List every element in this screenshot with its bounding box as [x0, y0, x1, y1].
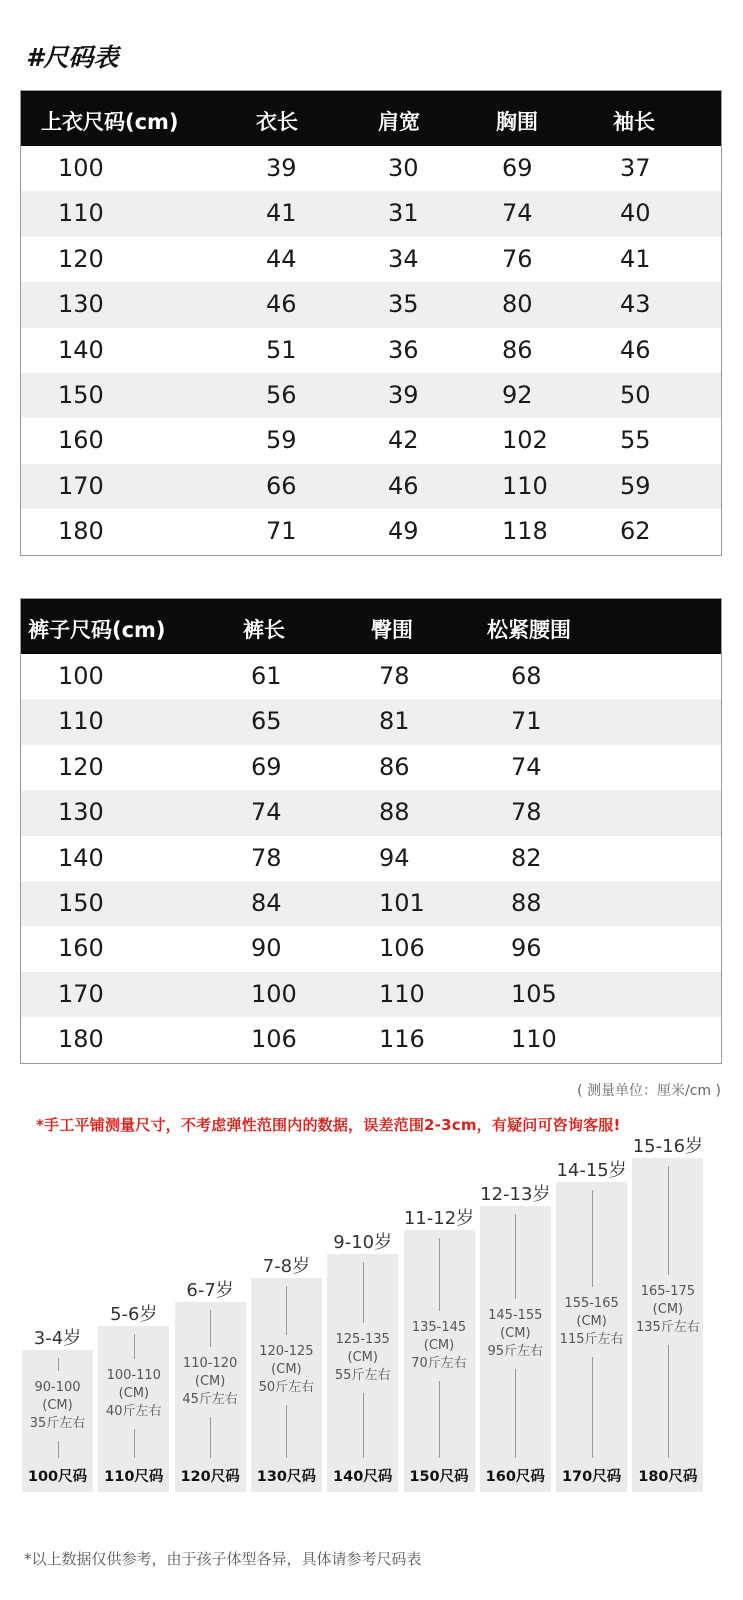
age-column: [22, 1150, 93, 1492]
bar-unit-text: (CM): [652, 1302, 684, 1317]
bar-divider-line: [286, 1286, 287, 1335]
age-column: [556, 1150, 627, 1492]
bar-height-text: 145-155: [488, 1308, 543, 1323]
table-cell: 46: [620, 335, 651, 364]
age-label: 5-6岁: [110, 1304, 158, 1325]
bar-unit-text: (CM): [194, 1374, 226, 1389]
age-label: 12-13岁: [480, 1184, 551, 1205]
age-label: 15-16岁: [632, 1136, 704, 1157]
bar-unit-text: (CM): [42, 1398, 73, 1413]
age-bar: [251, 1278, 322, 1492]
table-cell: 170: [58, 979, 104, 1008]
bar-unit-text: (CM): [347, 1350, 378, 1365]
bar-unit-text: (CM): [118, 1386, 150, 1401]
table-row: [21, 464, 721, 509]
pants-size-table: [20, 598, 722, 1064]
age-label: 6-7岁: [186, 1280, 234, 1301]
table-cell: 74: [511, 752, 542, 781]
size-code-label: 140尺码: [333, 1469, 393, 1485]
header-length: 衣长: [256, 110, 298, 134]
table-cell: 41: [266, 199, 297, 228]
table-cell: 110: [379, 979, 425, 1008]
table-cell: 42: [388, 426, 419, 455]
table-cell: 30: [388, 154, 419, 182]
header-pants-length: 裤长: [243, 618, 285, 642]
table-cell: 84: [251, 888, 282, 917]
table-cell: 71: [266, 517, 297, 546]
table-cell: 160: [58, 934, 104, 963]
table-cell: 106: [251, 1025, 297, 1054]
age-label: 9-10岁: [333, 1232, 393, 1253]
table-cell: 78: [379, 662, 410, 690]
age-bar: [327, 1254, 398, 1492]
bar-weight-text: 50斤左右: [258, 1380, 315, 1395]
header-hip: 臀围: [371, 618, 413, 642]
warning-text: *手工平铺测量尺寸，不考虑弹性范围内的数据，误差范围2-3cm，有疑问可咨询客服!: [36, 1116, 621, 1134]
bar-divider-line: [515, 1214, 516, 1299]
bar-weight-text: 95斤左右: [487, 1344, 544, 1359]
table-row: [21, 509, 721, 554]
bar-weight-text: 70斤左右: [411, 1356, 467, 1371]
table-cell: 36: [388, 335, 419, 364]
size-code-label: 180尺码: [638, 1469, 698, 1485]
age-column: [404, 1150, 475, 1492]
table-row: [21, 881, 721, 926]
age-label: 11-12岁: [403, 1208, 475, 1229]
table-row: [21, 282, 721, 327]
table-cell: 66: [266, 471, 297, 500]
unit-note: ( 测量单位：厘米/cm ): [577, 1083, 721, 1099]
bar-divider-line: [439, 1381, 440, 1458]
bar-divider-line: [210, 1310, 211, 1347]
table-cell: 62: [620, 517, 651, 546]
table-cell: 180: [58, 517, 104, 546]
table-row: [21, 328, 721, 373]
table-cell: 120: [58, 244, 104, 273]
bar-weight-text: 40斤左右: [106, 1404, 162, 1419]
age-column: [98, 1150, 169, 1492]
table-cell: 56: [266, 380, 297, 409]
age-bar: [175, 1302, 246, 1492]
age-label: 7-8岁: [262, 1256, 311, 1277]
header-chest: 胸围: [496, 110, 538, 134]
bar-divider-line: [363, 1393, 364, 1458]
header-shoulder: 肩宽: [378, 110, 420, 134]
table-cell: 120: [58, 752, 104, 781]
bar-divider-line: [286, 1405, 287, 1458]
table-cell: 41: [620, 244, 651, 273]
table-cell: 39: [266, 154, 297, 182]
age-bar: [480, 1206, 551, 1492]
bar-height-text: 155-165: [564, 1296, 619, 1311]
footnote: *以上数据仅供参考，由于孩子体型各异，具体请参考尺码表: [24, 1550, 422, 1568]
table-cell: 110: [58, 707, 104, 736]
age-bar: [556, 1182, 627, 1492]
bar-height-text: 125-135: [335, 1332, 390, 1347]
table-cell: 118: [502, 517, 548, 546]
bar-weight-text: 135斤左右: [635, 1320, 700, 1335]
table-cell: 78: [251, 843, 282, 872]
table-cell: 44: [266, 244, 297, 273]
table-cell: 81: [379, 707, 410, 736]
table-cell: 80: [502, 290, 533, 319]
table-cell: 43: [620, 290, 651, 319]
table-cell: 86: [379, 752, 410, 781]
age-bar: [98, 1326, 169, 1492]
table-cell: 180: [58, 1025, 104, 1054]
table-cell: 61: [251, 662, 282, 690]
table-cell: 130: [58, 290, 104, 319]
table-row: [21, 836, 721, 881]
bar-divider-line: [58, 1441, 59, 1458]
size-code-label: 170尺码: [561, 1469, 622, 1485]
table-cell: 31: [388, 199, 419, 228]
bar-weight-text: 115斤左右: [559, 1332, 624, 1347]
table-row: [21, 926, 721, 971]
age-label: 3-4岁: [33, 1328, 82, 1349]
table-cell: 50: [620, 380, 651, 409]
bar-height-text: 90-100: [34, 1380, 81, 1395]
age-bar: [22, 1350, 93, 1492]
top-table-header: [21, 91, 721, 146]
bar-divider-line: [668, 1166, 669, 1275]
size-code-label: 150尺码: [409, 1469, 469, 1485]
bar-divider-line: [592, 1190, 593, 1287]
table-cell: 88: [511, 888, 542, 917]
age-label: 14-15岁: [556, 1160, 627, 1181]
table-row: [21, 373, 721, 418]
bar-divider-line: [134, 1429, 135, 1458]
table-row: [21, 191, 721, 236]
bar-weight-text: 35斤左右: [29, 1416, 86, 1431]
table-cell: 88: [379, 798, 410, 827]
top-table-body: [21, 146, 721, 555]
table-cell: 71: [511, 707, 542, 736]
size-code-label: 120尺码: [180, 1469, 240, 1485]
size-code-label: 100尺码: [27, 1469, 88, 1485]
table-cell: 100: [251, 979, 297, 1008]
table-cell: 110: [511, 1025, 557, 1054]
age-column: [327, 1150, 398, 1492]
table-cell: 102: [502, 426, 548, 455]
age-bar: [404, 1230, 475, 1492]
table-cell: 40: [620, 199, 651, 228]
bar-height-text: 100-110: [106, 1368, 161, 1383]
pants-table-body: [21, 654, 721, 1063]
table-cell: 59: [620, 471, 651, 500]
bar-divider-line: [439, 1238, 440, 1311]
table-cell: 51: [266, 335, 297, 364]
table-cell: 100: [58, 154, 104, 182]
header-pants-size: 裤子尺码(cm): [28, 618, 166, 642]
size-code-label: 160尺码: [485, 1469, 545, 1485]
table-row: [21, 237, 721, 282]
bar-divider-line: [210, 1417, 211, 1458]
table-row: [21, 146, 721, 191]
table-cell: 68: [511, 662, 542, 690]
table-cell: 110: [502, 471, 548, 500]
bar-weight-text: 55斤左右: [334, 1368, 391, 1383]
table-cell: 101: [379, 888, 425, 917]
size-code-label: 130尺码: [256, 1469, 317, 1485]
table-cell: 69: [251, 752, 282, 781]
bar-height-text: 135-145: [411, 1320, 467, 1335]
table-cell: 92: [502, 380, 533, 409]
table-cell: 130: [58, 798, 104, 827]
bar-height-text: 165-175: [640, 1284, 696, 1299]
table-cell: 55: [620, 426, 651, 455]
bar-divider-line: [134, 1334, 135, 1359]
table-row: [21, 1017, 721, 1062]
size-code-label: 110尺码: [104, 1469, 164, 1485]
header-sleeve: 袖长: [613, 110, 655, 134]
table-cell: 82: [511, 843, 542, 872]
table-row: [21, 745, 721, 790]
table-cell: 140: [58, 843, 104, 872]
table-cell: 69: [502, 154, 533, 182]
table-cell: 96: [511, 934, 542, 963]
table-cell: 74: [251, 798, 282, 827]
header-top-size: 上衣尺码(cm): [41, 110, 179, 134]
bar-divider-line: [592, 1357, 593, 1458]
bar-unit-text: (CM): [423, 1338, 455, 1353]
bar-divider-line: [515, 1369, 516, 1458]
bar-divider-line: [668, 1345, 669, 1458]
table-row: [21, 654, 721, 699]
top-size-table: [20, 90, 722, 556]
table-cell: 150: [58, 380, 104, 409]
age-column: [175, 1150, 246, 1492]
table-row: [21, 790, 721, 835]
table-cell: 106: [379, 934, 425, 963]
table-cell: 39: [388, 380, 419, 409]
age-size-chart: [22, 1136, 722, 1530]
table-cell: 74: [502, 199, 533, 228]
table-cell: 94: [379, 843, 410, 872]
table-cell: 65: [251, 707, 282, 736]
table-cell: 34: [388, 244, 419, 273]
pants-table-header: [21, 599, 721, 654]
bar-unit-text: (CM): [576, 1314, 607, 1329]
table-cell: 150: [58, 888, 104, 917]
table-row: [21, 418, 721, 463]
table-cell: 90: [251, 934, 282, 963]
bar-height-text: 120-125: [259, 1344, 314, 1359]
table-row: [21, 699, 721, 744]
age-column: [251, 1150, 322, 1492]
table-cell: 35: [388, 290, 419, 319]
bar-divider-line: [363, 1262, 364, 1323]
table-cell: 116: [379, 1025, 425, 1054]
table-cell: 110: [58, 199, 104, 228]
table-cell: 46: [388, 471, 419, 500]
table-cell: 37: [620, 154, 651, 182]
table-cell: 105: [511, 979, 557, 1008]
table-row: [21, 972, 721, 1017]
table-cell: 86: [502, 335, 533, 364]
table-cell: 170: [58, 471, 104, 500]
header-waist: 松紧腰围: [487, 618, 571, 642]
bar-unit-text: (CM): [500, 1326, 531, 1341]
table-cell: 76: [502, 244, 533, 273]
bar-divider-line: [58, 1358, 59, 1371]
age-column: [632, 1136, 704, 1492]
table-cell: 49: [388, 517, 419, 546]
bar-unit-text: (CM): [271, 1362, 302, 1377]
bar-height-text: 110-120: [182, 1356, 238, 1371]
table-cell: 140: [58, 335, 104, 364]
bar-weight-text: 45斤左右: [182, 1392, 238, 1407]
table-cell: 59: [266, 426, 297, 455]
table-cell: 160: [58, 426, 104, 455]
page-title: #尺码表: [26, 43, 119, 72]
table-cell: 100: [58, 662, 104, 690]
table-cell: 78: [511, 798, 542, 827]
table-cell: 46: [266, 290, 297, 319]
age-bar: [632, 1158, 703, 1492]
age-column: [480, 1150, 551, 1492]
